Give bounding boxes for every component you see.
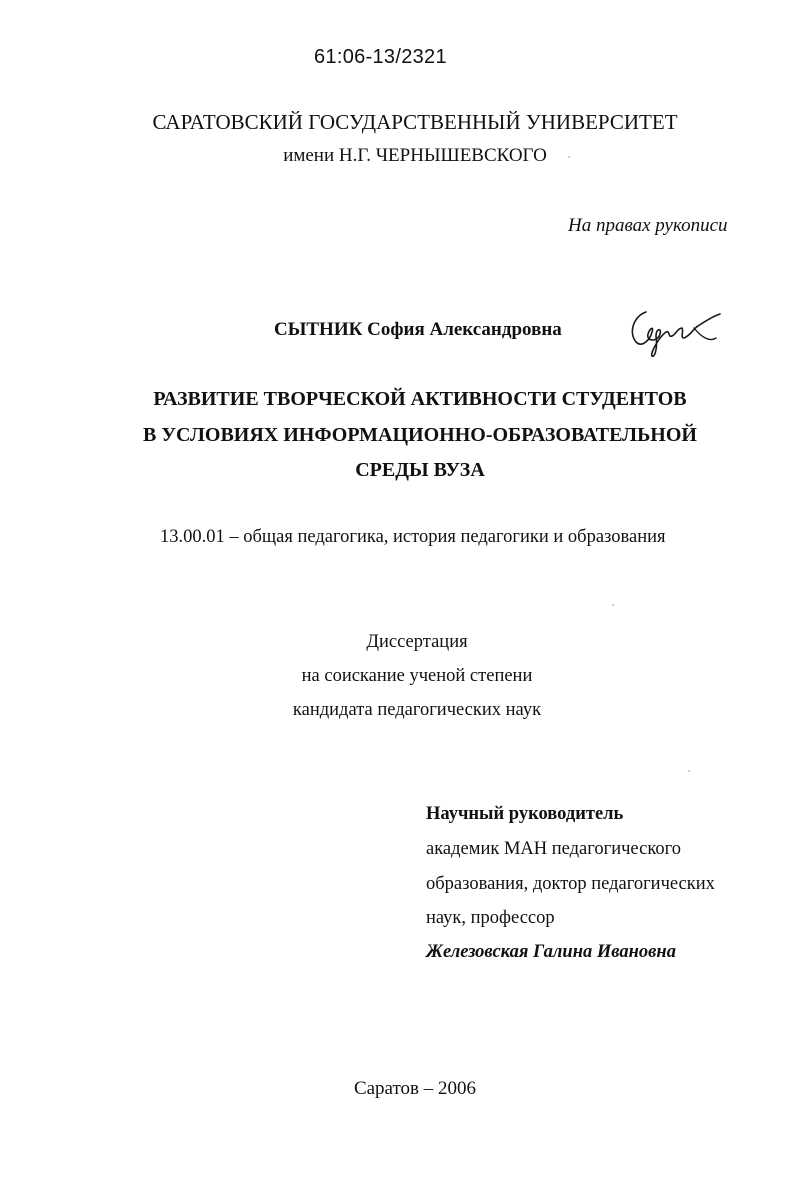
supervisor-label: Научный руководитель [426,804,624,824]
degree-line-3: кандидата педагогических наук [292,700,542,720]
scan-speck [568,156,570,158]
specialty-code: 13.00.01 – общая педагогика, история педагогики и образования [160,527,666,547]
place-and-year: Саратов – 2006 [353,1078,477,1099]
scan-speck [612,604,614,606]
supervisor-credentials-line-3: наук, профессор [426,908,555,928]
dissertation-title-line-3: СРЕДЫ ВУЗА [355,459,485,481]
supervisor-credentials-line-1: академик МАН педагогического [426,839,681,859]
degree-line-1: Диссертация [366,632,468,652]
shelfmark: 61:06-13/2321 [314,46,447,68]
dissertation-title-line-1: РАЗВИТИЕ ТВОРЧЕСКОЙ АКТИВНОСТИ СТУДЕНТОВ [153,388,687,410]
supervisor-credentials-line-2: образования, доктор педагогических [426,874,715,894]
scan-speck [688,770,690,772]
author-signature [624,298,724,358]
dissertation-title-line-2: В УСЛОВИЯХ ИНФОРМАЦИОННО-ОБРАЗОВАТЕЛЬНОЙ [143,424,697,446]
manuscript-rights-note: На правах рукописи [568,215,728,236]
university-name: САРАТОВСКИЙ ГОСУДАРСТВЕННЫЙ УНИВЕРСИТЕТ [152,110,678,134]
author-name: СЫТНИК София Александровна [274,319,562,340]
supervisor-name: Железовская Галина Ивановна [426,942,676,962]
degree-line-2: на соискание ученой степени [301,666,533,686]
university-named-after: имени Н.Г. ЧЕРНЫШЕВСКОГО [283,145,547,166]
